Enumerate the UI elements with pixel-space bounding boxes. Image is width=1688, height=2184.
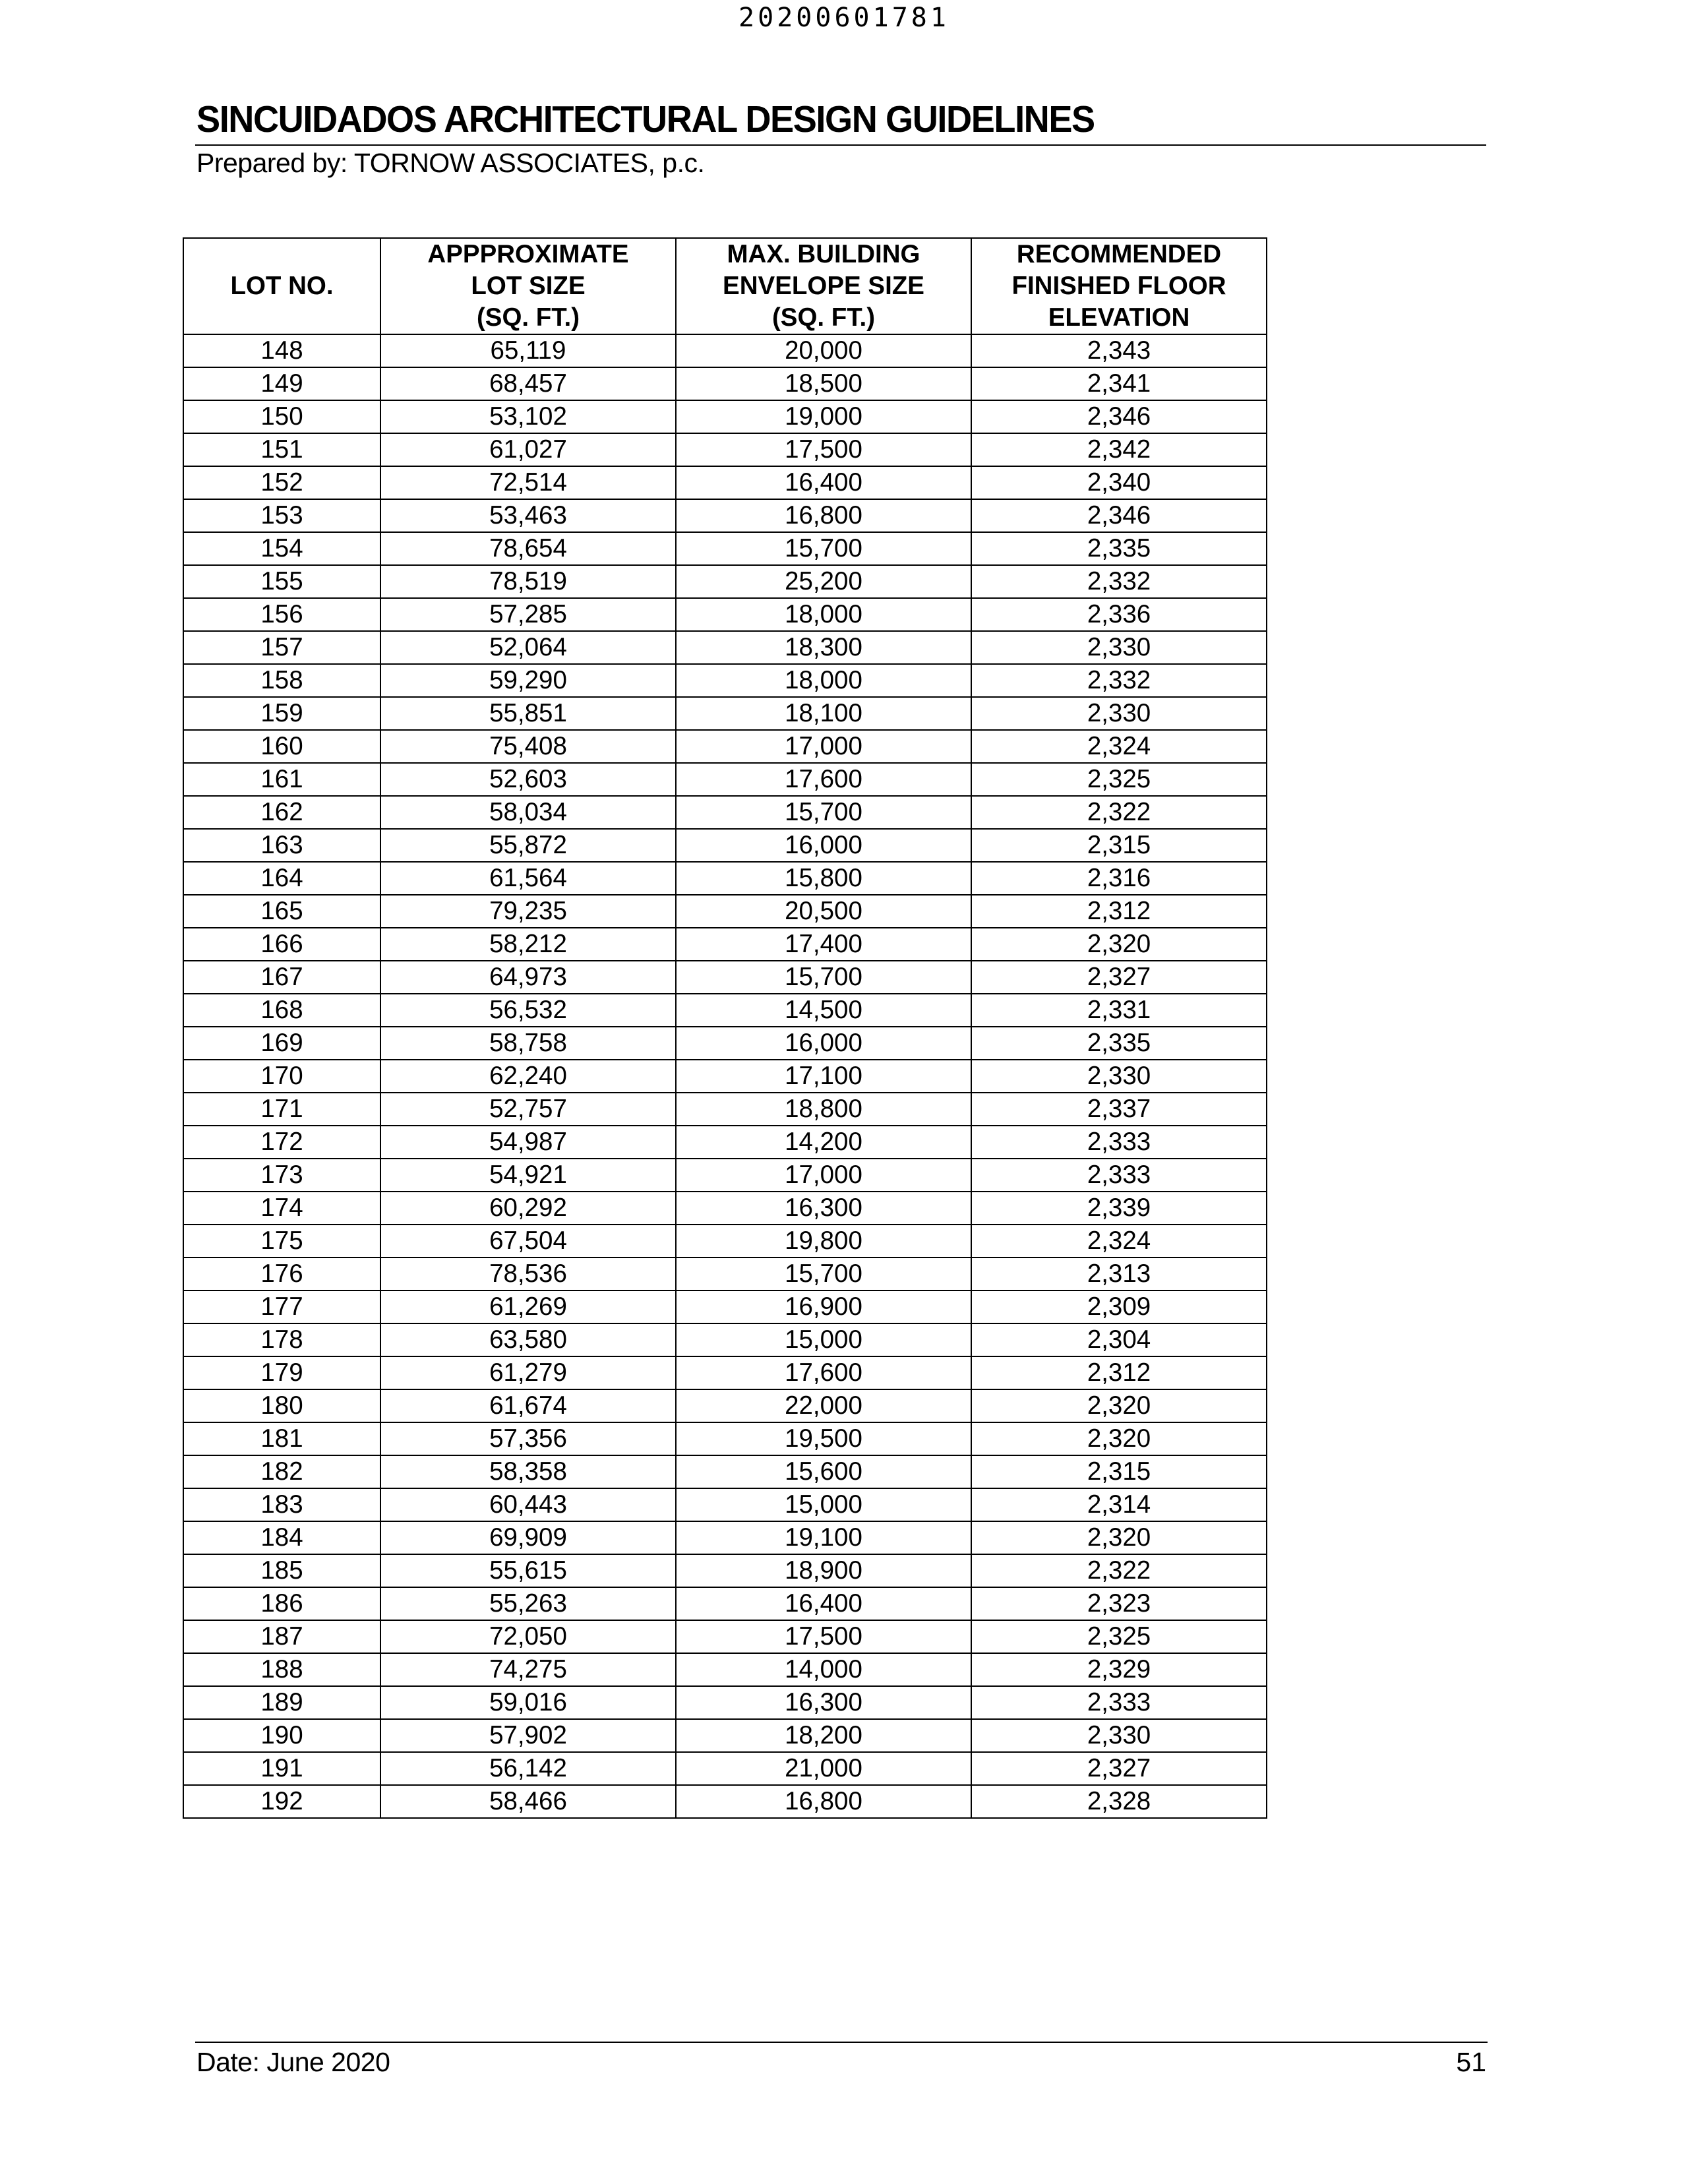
- cell-envelope-size: 19,800: [676, 1225, 971, 1258]
- cell-lot-no: 153: [183, 499, 380, 532]
- cell-floor-elevation: 2,312: [971, 895, 1267, 928]
- header-lot-no: [183, 238, 380, 334]
- cell-lot-size: 61,674: [380, 1389, 676, 1422]
- cell-envelope-size: 18,900: [676, 1554, 971, 1587]
- cell-lot-size: 79,235: [380, 895, 676, 928]
- table-row: [183, 1653, 1267, 1686]
- cell-lot-size: 75,408: [380, 730, 676, 763]
- cell-lot-no: 187: [183, 1620, 380, 1653]
- cell-lot-size: 61,269: [380, 1290, 676, 1323]
- cell-lot-size: 59,016: [380, 1686, 676, 1719]
- cell-envelope-size: 17,400: [676, 928, 971, 961]
- cell-lot-size: 68,457: [380, 367, 676, 400]
- cell-lot-no: 177: [183, 1290, 380, 1323]
- cell-lot-no: 172: [183, 1126, 380, 1159]
- header-line: LOT NO.: [230, 272, 334, 300]
- table-row: [183, 1455, 1267, 1488]
- cell-floor-elevation: 2,330: [971, 1060, 1267, 1093]
- cell-floor-elevation: 2,304: [971, 1323, 1267, 1356]
- cell-floor-elevation: 2,340: [971, 466, 1267, 499]
- cell-envelope-size: 18,000: [676, 664, 971, 697]
- cell-lot-size: 57,356: [380, 1422, 676, 1455]
- cell-floor-elevation: 2,320: [971, 1389, 1267, 1422]
- cell-envelope-size: 15,700: [676, 796, 971, 829]
- cell-floor-elevation: 2,331: [971, 994, 1267, 1027]
- table-row: [183, 334, 1267, 367]
- cell-envelope-size: 15,700: [676, 961, 971, 994]
- cell-lot-size: 58,758: [380, 1027, 676, 1060]
- header-line: [184, 302, 380, 334]
- table-row: [183, 1323, 1267, 1356]
- cell-envelope-size: 16,000: [676, 1027, 971, 1060]
- table-row: [183, 1027, 1267, 1060]
- cell-lot-size: 78,654: [380, 532, 676, 565]
- cell-envelope-size: 19,500: [676, 1422, 971, 1455]
- cell-lot-no: 174: [183, 1192, 380, 1225]
- cell-floor-elevation: 2,327: [971, 1752, 1267, 1785]
- table-row: [183, 400, 1267, 433]
- cell-lot-size: 72,514: [380, 466, 676, 499]
- cell-lot-size: 78,536: [380, 1258, 676, 1290]
- cell-envelope-size: 15,700: [676, 1258, 971, 1290]
- cell-lot-no: 155: [183, 565, 380, 598]
- cell-envelope-size: 20,000: [676, 334, 971, 367]
- cell-lot-size: 52,757: [380, 1093, 676, 1126]
- cell-envelope-size: 19,100: [676, 1521, 971, 1554]
- cell-floor-elevation: 2,309: [971, 1290, 1267, 1323]
- cell-lot-no: 159: [183, 697, 380, 730]
- cell-lot-no: 168: [183, 994, 380, 1027]
- cell-lot-no: 185: [183, 1554, 380, 1587]
- table-row: [183, 1686, 1267, 1719]
- header-line: (SQ. FT.): [476, 303, 580, 332]
- cell-lot-no: 173: [183, 1159, 380, 1192]
- cell-lot-no: 162: [183, 796, 380, 829]
- cell-lot-no: 158: [183, 664, 380, 697]
- cell-lot-size: 61,279: [380, 1356, 676, 1389]
- table-row: [183, 1258, 1267, 1290]
- cell-envelope-size: 18,100: [676, 697, 971, 730]
- cell-floor-elevation: 2,314: [971, 1488, 1267, 1521]
- cell-envelope-size: 18,500: [676, 367, 971, 400]
- cell-floor-elevation: 2,346: [971, 400, 1267, 433]
- cell-floor-elevation: 2,332: [971, 664, 1267, 697]
- table-row: [183, 1422, 1267, 1455]
- cell-lot-size: 61,564: [380, 862, 676, 895]
- cell-lot-no: 151: [183, 433, 380, 466]
- cell-lot-no: 160: [183, 730, 380, 763]
- cell-envelope-size: 14,200: [676, 1126, 971, 1159]
- table-row: [183, 961, 1267, 994]
- cell-lot-size: 62,240: [380, 1060, 676, 1093]
- table-row: [183, 1290, 1267, 1323]
- cell-envelope-size: 18,300: [676, 631, 971, 664]
- cell-lot-size: 53,463: [380, 499, 676, 532]
- cell-floor-elevation: 2,324: [971, 730, 1267, 763]
- table-row: [183, 367, 1267, 400]
- cell-lot-no: 183: [183, 1488, 380, 1521]
- cell-envelope-size: 15,000: [676, 1323, 971, 1356]
- cell-envelope-size: 15,000: [676, 1488, 971, 1521]
- cell-lot-size: 61,027: [380, 433, 676, 466]
- table-row: [183, 1719, 1267, 1752]
- cell-lot-size: 55,263: [380, 1587, 676, 1620]
- cell-floor-elevation: 2,315: [971, 829, 1267, 862]
- cell-envelope-size: 20,500: [676, 895, 971, 928]
- cell-floor-elevation: 2,333: [971, 1126, 1267, 1159]
- cell-lot-size: 65,119: [380, 334, 676, 367]
- cell-lot-size: 57,902: [380, 1719, 676, 1752]
- cell-lot-size: 55,851: [380, 697, 676, 730]
- cell-lot-size: 60,443: [380, 1488, 676, 1521]
- cell-lot-no: 167: [183, 961, 380, 994]
- table-row: [183, 565, 1267, 598]
- table-row: [183, 466, 1267, 499]
- cell-lot-size: 54,987: [380, 1126, 676, 1159]
- cell-lot-no: 184: [183, 1521, 380, 1554]
- cell-floor-elevation: 2,343: [971, 334, 1267, 367]
- cell-envelope-size: 25,200: [676, 565, 971, 598]
- lot-table: [183, 237, 1267, 1819]
- cell-lot-no: 192: [183, 1785, 380, 1818]
- cell-lot-no: 191: [183, 1752, 380, 1785]
- cell-floor-elevation: 2,323: [971, 1587, 1267, 1620]
- table-body: [183, 334, 1267, 1818]
- cell-envelope-size: 16,800: [676, 499, 971, 532]
- header-line: FINISHED FLOOR: [1011, 272, 1226, 300]
- header-line: ELEVATION: [1048, 303, 1190, 332]
- cell-lot-no: 169: [183, 1027, 380, 1060]
- table-row: [183, 829, 1267, 862]
- cell-floor-elevation: 2,325: [971, 1620, 1267, 1653]
- cell-envelope-size: 17,000: [676, 1159, 971, 1192]
- table-row: [183, 1356, 1267, 1389]
- cell-lot-no: 178: [183, 1323, 380, 1356]
- footer-divider: [195, 2042, 1488, 2043]
- page-number: 51: [1456, 2047, 1486, 2077]
- cell-lot-size: 53,102: [380, 400, 676, 433]
- cell-lot-size: 52,064: [380, 631, 676, 664]
- cell-floor-elevation: 2,330: [971, 697, 1267, 730]
- cell-envelope-size: 18,800: [676, 1093, 971, 1126]
- cell-envelope-size: 14,500: [676, 994, 971, 1027]
- cell-lot-no: 163: [183, 829, 380, 862]
- table-row: [183, 994, 1267, 1027]
- header-envelope-size: [676, 238, 971, 334]
- table-row: [183, 1587, 1267, 1620]
- cell-floor-elevation: 2,315: [971, 1455, 1267, 1488]
- document-title: SINCUIDADOS ARCHITECTURAL DESIGN GUIDELINES: [196, 98, 1095, 140]
- cell-lot-size: 72,050: [380, 1620, 676, 1653]
- cell-lot-no: 175: [183, 1225, 380, 1258]
- cell-floor-elevation: 2,333: [971, 1686, 1267, 1719]
- cell-floor-elevation: 2,322: [971, 1554, 1267, 1587]
- table-row: [183, 631, 1267, 664]
- cell-lot-no: 190: [183, 1719, 380, 1752]
- cell-floor-elevation: 2,346: [971, 499, 1267, 532]
- cell-floor-elevation: 2,337: [971, 1093, 1267, 1126]
- title-divider: [195, 144, 1486, 146]
- cell-envelope-size: 14,000: [676, 1653, 971, 1686]
- table-row: [183, 1488, 1267, 1521]
- cell-lot-no: 188: [183, 1653, 380, 1686]
- header-line: APPPROXIMATE: [427, 240, 629, 268]
- cell-envelope-size: 16,900: [676, 1290, 971, 1323]
- cell-lot-no: 164: [183, 862, 380, 895]
- table-row: [183, 1554, 1267, 1587]
- cell-lot-size: 54,921: [380, 1159, 676, 1192]
- cell-floor-elevation: 2,330: [971, 1719, 1267, 1752]
- cell-envelope-size: 17,600: [676, 763, 971, 796]
- cell-envelope-size: 17,500: [676, 1620, 971, 1653]
- cell-lot-no: 152: [183, 466, 380, 499]
- table-row: [183, 1752, 1267, 1785]
- cell-lot-no: 154: [183, 532, 380, 565]
- cell-lot-size: 56,532: [380, 994, 676, 1027]
- cell-envelope-size: 19,000: [676, 400, 971, 433]
- table-row: [183, 664, 1267, 697]
- cell-envelope-size: 18,000: [676, 598, 971, 631]
- cell-lot-size: 78,519: [380, 565, 676, 598]
- cell-lot-no: 179: [183, 1356, 380, 1389]
- cell-lot-size: 74,275: [380, 1653, 676, 1686]
- cell-lot-no: 166: [183, 928, 380, 961]
- cell-lot-no: 170: [183, 1060, 380, 1093]
- header-line: (SQ. FT.): [771, 303, 876, 332]
- recording-number: 20200601781: [738, 3, 950, 33]
- cell-lot-no: 176: [183, 1258, 380, 1290]
- cell-lot-no: 157: [183, 631, 380, 664]
- cell-lot-size: 55,615: [380, 1554, 676, 1587]
- cell-floor-elevation: 2,325: [971, 763, 1267, 796]
- cell-floor-elevation: 2,313: [971, 1258, 1267, 1290]
- cell-envelope-size: 15,600: [676, 1455, 971, 1488]
- cell-envelope-size: 17,100: [676, 1060, 971, 1093]
- header-line: [184, 239, 380, 270]
- cell-envelope-size: 17,000: [676, 730, 971, 763]
- cell-envelope-size: 16,400: [676, 466, 971, 499]
- cell-envelope-size: 21,000: [676, 1752, 971, 1785]
- cell-lot-size: 58,212: [380, 928, 676, 961]
- table-row: [183, 499, 1267, 532]
- cell-lot-no: 148: [183, 334, 380, 367]
- header-line: MAX. BUILDING: [727, 240, 920, 268]
- cell-floor-elevation: 2,335: [971, 1027, 1267, 1060]
- cell-floor-elevation: 2,335: [971, 532, 1267, 565]
- cell-envelope-size: 16,300: [676, 1192, 971, 1225]
- table-row: [183, 1060, 1267, 1093]
- header-floor-elevation: [971, 238, 1267, 334]
- cell-floor-elevation: 2,316: [971, 862, 1267, 895]
- cell-lot-no: 171: [183, 1093, 380, 1126]
- document-subtitle: Prepared by: TORNOW ASSOCIATES, p.c.: [196, 148, 705, 178]
- cell-lot-size: 63,580: [380, 1323, 676, 1356]
- cell-lot-size: 58,034: [380, 796, 676, 829]
- table-row: [183, 1192, 1267, 1225]
- table-row: [183, 1126, 1267, 1159]
- cell-lot-no: 150: [183, 400, 380, 433]
- cell-lot-no: 165: [183, 895, 380, 928]
- table-row: [183, 730, 1267, 763]
- cell-lot-size: 56,142: [380, 1752, 676, 1785]
- cell-lot-no: 186: [183, 1587, 380, 1620]
- cell-envelope-size: 15,800: [676, 862, 971, 895]
- table-row: [183, 1159, 1267, 1192]
- cell-floor-elevation: 2,342: [971, 433, 1267, 466]
- cell-lot-size: 59,290: [380, 664, 676, 697]
- cell-lot-no: 181: [183, 1422, 380, 1455]
- cell-envelope-size: 18,200: [676, 1719, 971, 1752]
- table-header-row: [183, 238, 1267, 334]
- table-row: [183, 1389, 1267, 1422]
- cell-lot-size: 60,292: [380, 1192, 676, 1225]
- table-row: [183, 895, 1267, 928]
- cell-lot-no: 149: [183, 367, 380, 400]
- cell-floor-elevation: 2,336: [971, 598, 1267, 631]
- cell-lot-size: 67,504: [380, 1225, 676, 1258]
- cell-floor-elevation: 2,320: [971, 1521, 1267, 1554]
- cell-floor-elevation: 2,320: [971, 928, 1267, 961]
- cell-floor-elevation: 2,328: [971, 1785, 1267, 1818]
- cell-floor-elevation: 2,329: [971, 1653, 1267, 1686]
- cell-floor-elevation: 2,320: [971, 1422, 1267, 1455]
- cell-lot-size: 69,909: [380, 1521, 676, 1554]
- cell-lot-no: 189: [183, 1686, 380, 1719]
- header-line: LOT SIZE: [471, 272, 586, 300]
- table-row: [183, 862, 1267, 895]
- header-line: RECOMMENDED: [1016, 240, 1222, 268]
- table-row: [183, 1521, 1267, 1554]
- table-row: [183, 1620, 1267, 1653]
- cell-envelope-size: 15,700: [676, 532, 971, 565]
- cell-lot-size: 58,358: [380, 1455, 676, 1488]
- cell-lot-size: 64,973: [380, 961, 676, 994]
- cell-floor-elevation: 2,333: [971, 1159, 1267, 1192]
- cell-lot-size: 57,285: [380, 598, 676, 631]
- header-lot-size: [380, 238, 676, 334]
- cell-lot-no: 182: [183, 1455, 380, 1488]
- cell-floor-elevation: 2,330: [971, 631, 1267, 664]
- table-row: [183, 1225, 1267, 1258]
- cell-floor-elevation: 2,312: [971, 1356, 1267, 1389]
- cell-envelope-size: 22,000: [676, 1389, 971, 1422]
- cell-lot-size: 55,872: [380, 829, 676, 862]
- table-row: [183, 928, 1267, 961]
- table-row: [183, 763, 1267, 796]
- cell-envelope-size: 16,800: [676, 1785, 971, 1818]
- table-row: [183, 598, 1267, 631]
- cell-lot-no: 161: [183, 763, 380, 796]
- table-row: [183, 697, 1267, 730]
- cell-floor-elevation: 2,327: [971, 961, 1267, 994]
- table-row: [183, 532, 1267, 565]
- cell-floor-elevation: 2,341: [971, 367, 1267, 400]
- table-row: [183, 1785, 1267, 1818]
- cell-envelope-size: 16,300: [676, 1686, 971, 1719]
- cell-lot-no: 156: [183, 598, 380, 631]
- cell-lot-no: 180: [183, 1389, 380, 1422]
- cell-floor-elevation: 2,322: [971, 796, 1267, 829]
- footer-date: Date: June 2020: [196, 2047, 390, 2077]
- header-line: ENVELOPE SIZE: [723, 272, 924, 300]
- cell-floor-elevation: 2,324: [971, 1225, 1267, 1258]
- table-row: [183, 433, 1267, 466]
- cell-lot-size: 52,603: [380, 763, 676, 796]
- cell-lot-size: 58,466: [380, 1785, 676, 1818]
- cell-envelope-size: 16,400: [676, 1587, 971, 1620]
- cell-floor-elevation: 2,332: [971, 565, 1267, 598]
- table-row: [183, 1093, 1267, 1126]
- cell-envelope-size: 16,000: [676, 829, 971, 862]
- cell-envelope-size: 17,500: [676, 433, 971, 466]
- cell-floor-elevation: 2,339: [971, 1192, 1267, 1225]
- cell-envelope-size: 17,600: [676, 1356, 971, 1389]
- table-row: [183, 796, 1267, 829]
